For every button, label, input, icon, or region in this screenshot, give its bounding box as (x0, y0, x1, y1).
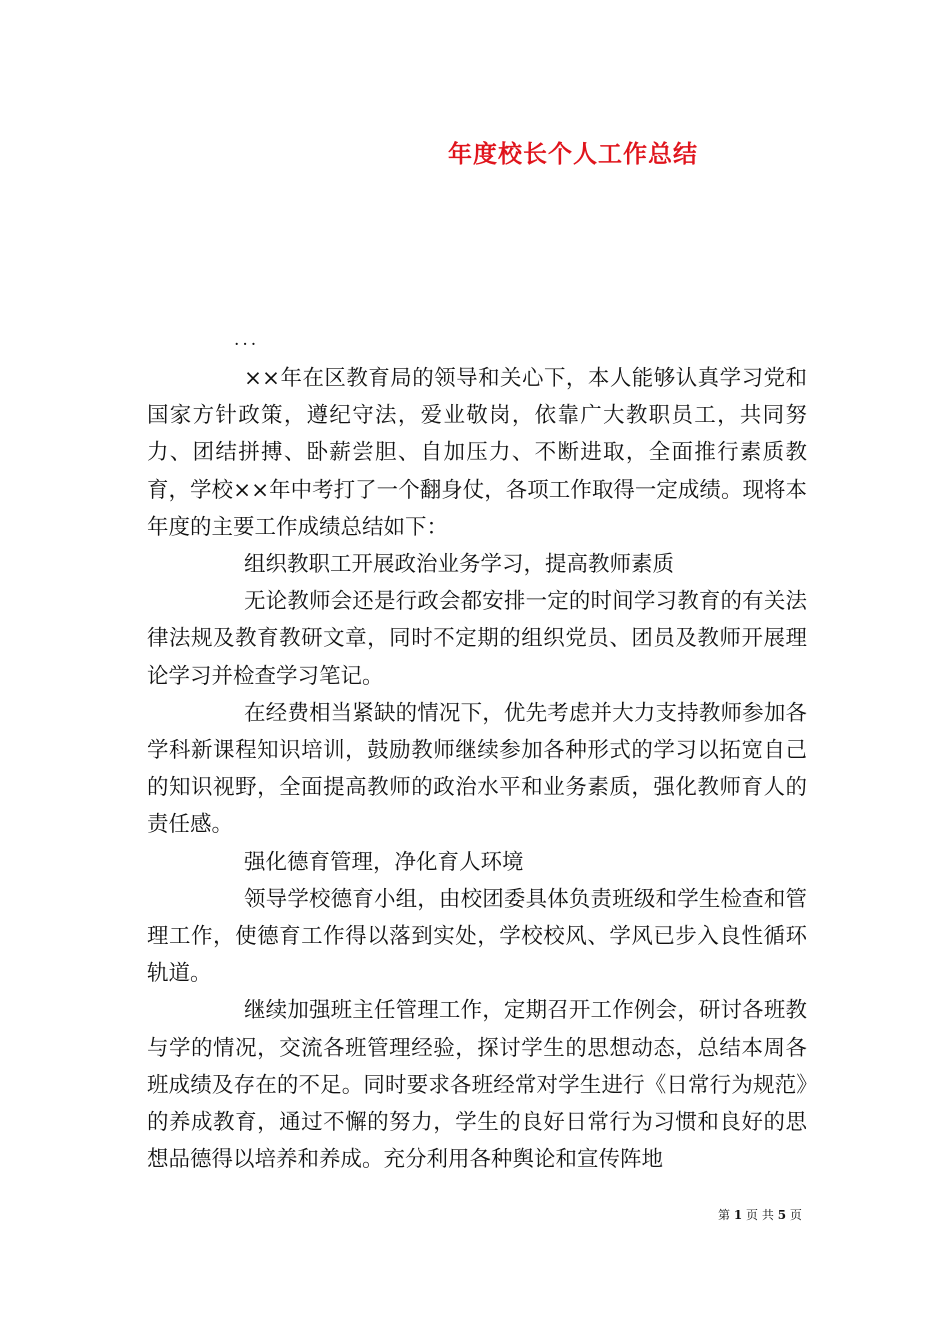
paragraph: 继续加强班主任管理工作，定期召开工作例会，研讨各班教与学的情况，交流各班管理经验，探讨学生的思想动态，总结本周各班成绩及存在的不足。同时要求各班经常对学生进行《日常行为规范》的养成教育，通过不懈的努力，学生的良好日常行为习惯和良好的思想品德得以培养和养成。充分利用各种舆论和宣传阵地 (147, 998, 807, 1173)
document-title: 年度校长个人工作总结 (448, 139, 698, 168)
footer-prefix: 第 (718, 1208, 731, 1222)
footer-total-pages: 5 (777, 1208, 787, 1222)
footer-current-page: 1 (733, 1208, 743, 1222)
footer-suffix: 页 (789, 1208, 802, 1222)
footer-middle: 页 共 (746, 1208, 774, 1222)
section-heading-political-study: 组织教职工开展政治业务学习，提高教师素质 (244, 552, 675, 578)
page-footer (718, 1206, 802, 1223)
paragraph: 无论教师会还是行政会都安排一定的时间学习教育的有关法律法规及教育教研文章，同时不定期的组织党员、团员及教师开展理论学习并检查学习笔记。 (147, 589, 807, 689)
paragraph: 在经费相当紧缺的情况下，优先考虑并大力支持教师参加各学科新课程知识培训，鼓励教师继续参加各种形式的学习以拓宽自己的知识视野，全面提高教师的政治水平和业务素质，强化教师育人的责任感。 (147, 700, 807, 838)
ellipsis: ... (234, 330, 260, 350)
document-body (147, 360, 807, 1178)
paragraph: 领导学校德育小组，由校团委具体负责班级和学生检查和管理工作，使德育工作得以落到实处，学校校风、学风已步入良性循环轨道。 (147, 886, 807, 987)
paragraph-intro: ××年在区教育局的领导和关心下，本人能够认真学习党和国家方针政策，遵纪守法，爱业敬岗，依靠广大教职员工，共同努力、团结拼搏、卧薪尝胆、自加压力、不断进取，全面推行素质教育，学校××年中考打了一个翻身仗，各项工作取得一定成绩。现将本年度的主要工作成绩总结如下： (147, 366, 807, 540)
section-heading-moral-education: 强化德育管理，净化育人环境 (244, 849, 524, 875)
